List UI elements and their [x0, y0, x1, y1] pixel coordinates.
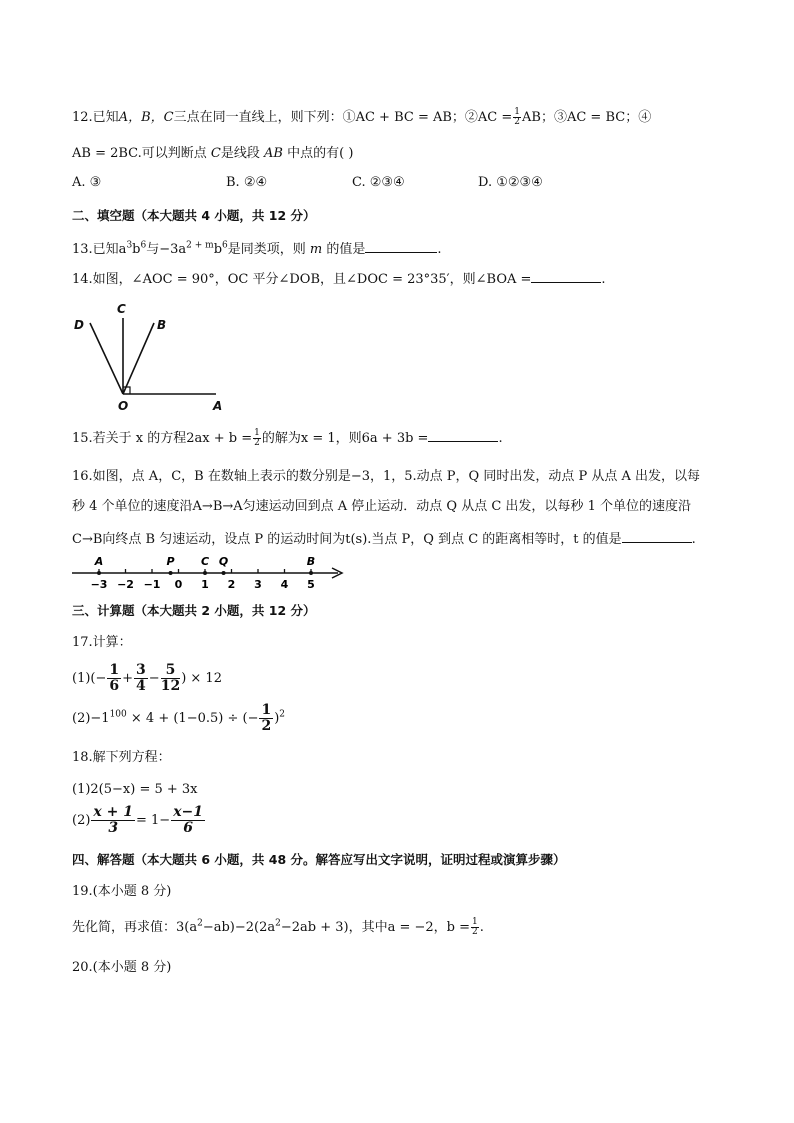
- q12-text: 三点在同一直线上，则下列：①AC + BC = AB；②AC =: [173, 110, 513, 125]
- number-line-tick-label: 5: [307, 578, 315, 591]
- q12-option-c: C. ②③④: [352, 175, 405, 190]
- question-18-title: 18.解下列方程：: [72, 750, 171, 765]
- number-line-tick-label: 4: [280, 578, 289, 591]
- q12-option-a: A. ③: [72, 175, 102, 190]
- number-line-point-label: P: [166, 555, 175, 568]
- label-o: O: [118, 399, 129, 413]
- number-line-point: [97, 571, 101, 575]
- section-heading-answer: 四、解答题（本大题共 6 小题，共 48 分。解答应写出文字说明，证明过程或演算步骤）: [72, 852, 566, 867]
- question-17-title: 17.计算：: [72, 635, 132, 650]
- number-line: [66, 552, 356, 594]
- fraction-one-half: $\frac{1}{2}$: [514, 107, 521, 127]
- number-line-point: [203, 571, 207, 575]
- question-19-title: 19.(本小题 8 分): [72, 884, 172, 899]
- angle-diagram: [66, 296, 236, 416]
- number-line-tick-label: −2: [117, 578, 134, 591]
- section-heading-calculation: 三、计算题（本大题共 2 小题，共 12 分）: [72, 603, 316, 618]
- number-line-tick-label: −1: [143, 578, 161, 591]
- number-line-point: [169, 571, 173, 575]
- number-line-point-label: Q: [218, 555, 229, 568]
- question-16-line-2: 秒 4 个单位的速度沿A→B→A匀速运动回到点 A 停止运动．动点 Q 从点 C 出发，以每秒 1 个单位的速度沿: [72, 499, 691, 514]
- number-line-point-label: C: [200, 555, 210, 568]
- number-line-point: [222, 571, 226, 575]
- fraction-one-half: $\frac{1}{2}$: [254, 428, 260, 448]
- question-17-part-1: (1)(− $\frac{1}{6}$ + $\frac{3}{4}$ − $\frac{5}{12}$ ) × 12: [72, 662, 222, 694]
- question-16-line-1: 16.如图，点 A，C，B 在数轴上表示的数分别是−3，1，5.动点 P，Q 同时出发，动点 P 从点 A 出发，以每: [72, 469, 700, 484]
- section-heading-fill-in: 二、填空题（本大题共 4 小题，共 12 分）: [72, 208, 316, 223]
- question-13: 13.已知$a^3b^6$与$-3a^{2 + m}b^6$是同类项，则 m 的值是 .: [72, 238, 442, 260]
- label-a: A: [213, 399, 223, 413]
- q12-option-b: B. ②④: [226, 175, 268, 190]
- q12-option-d: D. ①②③④: [478, 175, 543, 190]
- answer-blank[interactable]: [428, 427, 498, 442]
- question-18-part-1: (1)2(5−x) = 5 + 3x: [72, 782, 198, 797]
- label-b: B: [157, 318, 167, 332]
- question-20-title: 20.(本小题 8 分): [72, 960, 172, 975]
- question-15: 15.若关于 x 的方程2ax + b = $\frac{1}{2}$ 的解为x = 1，则6a + 3b = .: [72, 428, 503, 448]
- ray-ob: [123, 323, 154, 394]
- q12-points: A，B，C: [118, 110, 174, 125]
- ray-od: [90, 323, 123, 394]
- question-12-line-2: AB = 2BC.可以判断点 C是线段 AB 中点的有( ): [72, 146, 354, 161]
- answer-blank[interactable]: [622, 528, 692, 543]
- number-line-tick-label: 0: [174, 578, 183, 591]
- question-16-line-3: C→B向终点 B 匀速运动，设点 P 的运动时间为t(s).当点 P，Q 到点 C 的距离相等时，t 的值是 .: [72, 528, 696, 550]
- number-line-point: [309, 571, 313, 575]
- label-c: C: [117, 302, 126, 316]
- question-14: 14.如图，∠AOC = 90°，OC 平分∠DOB，且∠DOC = 23°35′，则∠BOA = .: [72, 268, 606, 290]
- answer-blank[interactable]: [365, 238, 437, 253]
- number-line-tick-label: 1: [201, 578, 209, 591]
- label-d: D: [74, 318, 84, 332]
- answer-blank[interactable]: [531, 268, 601, 283]
- question-19-body: 先化简，再求值：$3(a^2-ab)-2(2a^2-2ab + 3)$，其中a = −2，b = $\frac{1}{2}$ .: [72, 917, 484, 937]
- q12-text: AB；③AC = BC；④: [522, 110, 652, 125]
- number-line-tick-label: −3: [90, 578, 108, 591]
- question-17-part-2: $(2)-1^{100} \times 4 + (1-0.5)$ ÷ (− $\frac{1}{2}$ )$^2$: [72, 702, 286, 734]
- question-18-part-2: (2) $\frac{x + 1}{3}$ = 1− $\frac{x-1}{6}$: [72, 804, 204, 836]
- question-12-line-1: [72, 108, 651, 128]
- q12-text: 12.已知: [72, 110, 119, 125]
- number-line-point-label: B: [306, 555, 316, 568]
- number-line-tick-label: 2: [227, 578, 236, 591]
- number-line-tick-label: 3: [254, 578, 262, 591]
- number-line-point-label: A: [94, 555, 104, 568]
